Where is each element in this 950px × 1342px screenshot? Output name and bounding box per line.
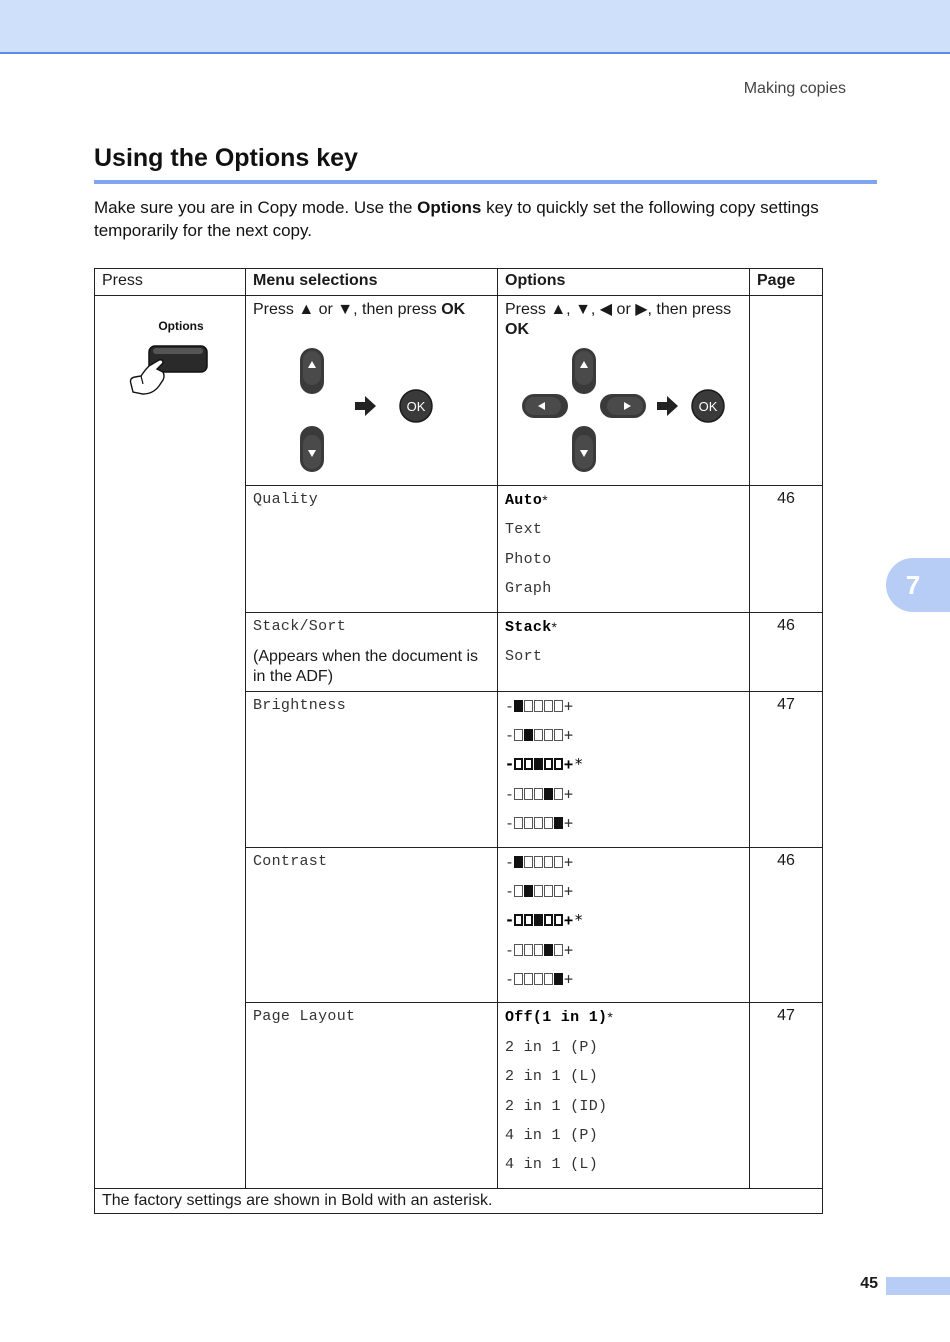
menu-item-quality: Quality [253, 491, 319, 508]
level-segment [524, 885, 533, 897]
default-asterisk: * [574, 755, 584, 774]
menu-cell [246, 486, 498, 613]
option-item [505, 881, 742, 910]
instruction-row [95, 296, 823, 486]
option-item [505, 852, 742, 881]
right-key-icon[interactable] [600, 394, 646, 418]
options-instruction-text: Press ▲, ▼, ◀ or ▶, then press [505, 301, 732, 318]
intro-before: Make sure you are in Copy mode. Use the [94, 198, 418, 217]
intro-key: Options [417, 198, 482, 217]
level-plus: + [564, 881, 574, 900]
page-number: 45 [860, 1275, 878, 1292]
level-segment [524, 944, 533, 956]
level-segment [514, 914, 523, 926]
level-segment [534, 729, 543, 741]
level-segment [534, 817, 543, 829]
level-segment [544, 729, 553, 741]
options-table [94, 268, 823, 1214]
menu-instruction-cell [246, 296, 498, 486]
down-key-icon[interactable] [572, 426, 596, 472]
default-asterisk: * [574, 911, 584, 930]
level-plus: + [564, 784, 574, 803]
level-segment [524, 700, 533, 712]
level-segment [554, 700, 563, 712]
option-item [505, 754, 742, 783]
level-minus: - [505, 696, 515, 715]
menu-instruction-text: Press ▲ or ▼, then press [253, 301, 442, 318]
level-segment [534, 700, 543, 712]
level-indicator [505, 754, 583, 774]
press-cell [95, 296, 246, 1189]
up-key-icon[interactable] [572, 348, 596, 394]
level-segment [554, 788, 563, 800]
title-rule [94, 180, 877, 184]
col-header-press: Press [95, 269, 246, 296]
level-segment [554, 817, 563, 829]
option-item: Sort [505, 647, 543, 665]
ok-key-label: OK [698, 399, 718, 414]
level-indicator [505, 940, 573, 960]
level-segment [554, 885, 563, 897]
options-cell [498, 486, 750, 613]
options-cell [498, 847, 750, 1003]
level-segment [524, 856, 533, 868]
level-segment [534, 758, 543, 770]
page-ref: 46 [750, 486, 823, 613]
level-segment [544, 817, 553, 829]
option-item: 2 in 1 (P) [505, 1038, 599, 1056]
page-title: Using the Options key [94, 144, 358, 172]
options-key-label: Options [158, 319, 204, 333]
level-plus: + [564, 725, 574, 744]
option-item [505, 940, 742, 969]
level-plus: + [564, 911, 574, 930]
level-segment [544, 856, 553, 868]
arrow-right-icon [355, 396, 376, 416]
option-item [505, 696, 742, 725]
level-indicator [505, 969, 573, 989]
level-segment [514, 885, 523, 897]
level-plus: + [564, 940, 574, 959]
options-keys-graphic [516, 346, 746, 476]
level-segment [524, 817, 533, 829]
down-key-icon[interactable] [300, 426, 324, 472]
option-item [505, 910, 742, 939]
page-ref: 46 [750, 847, 823, 1003]
level-plus: + [564, 970, 574, 989]
col-header-menu: Menu selections [246, 269, 498, 296]
level-segment [544, 944, 553, 956]
instruction-page-cell [750, 296, 823, 486]
level-minus: - [505, 940, 515, 959]
level-segment [534, 788, 543, 800]
option-item: Stack* [505, 618, 557, 636]
options-key-icon [127, 314, 263, 404]
ok-key-label: OK [406, 399, 426, 414]
option-item: Auto* [505, 492, 548, 509]
level-segment [554, 758, 563, 770]
level-minus: - [505, 911, 515, 930]
top-band [0, 0, 950, 54]
menu-instruction [253, 300, 490, 320]
level-indicator [505, 852, 573, 872]
options-cell [498, 612, 750, 691]
level-minus: - [505, 784, 515, 803]
running-header: Making copies [743, 80, 846, 97]
level-segment [514, 973, 523, 985]
option-item: Off(1 in 1)* [505, 1009, 613, 1027]
option-item: Graph [505, 580, 552, 598]
level-minus: - [505, 970, 515, 989]
option-item: 2 in 1 (ID) [505, 1097, 608, 1115]
page-number-band [886, 1277, 950, 1295]
option-item: 4 in 1 (L) [505, 1156, 599, 1174]
col-header-options: Options [498, 269, 750, 296]
level-segment [554, 944, 563, 956]
intro-after: key to quickly set the following copy settings temporarily for the next copy. [94, 198, 819, 240]
left-key-icon[interactable] [522, 394, 568, 418]
col-header-page: Page [750, 269, 823, 296]
ok-key-icon[interactable] [400, 390, 432, 422]
level-indicator [505, 696, 573, 716]
menu-instruction-ok: OK [441, 301, 466, 318]
level-segment [544, 914, 553, 926]
level-segment [534, 944, 543, 956]
menu-keys-graphic [252, 346, 482, 476]
menu-cell [246, 612, 498, 691]
level-segment [524, 729, 533, 741]
level-segment [534, 885, 543, 897]
option-item [505, 813, 742, 842]
option-item [505, 969, 742, 998]
page-ref: 46 [750, 612, 823, 691]
option-item [505, 725, 742, 754]
level-segment [544, 973, 553, 985]
level-segment [544, 700, 553, 712]
level-indicator [505, 881, 573, 901]
level-segment [544, 788, 553, 800]
level-segment [514, 729, 523, 741]
level-segment [514, 700, 523, 712]
level-segment [534, 856, 543, 868]
options-instruction-ok: OK [505, 321, 529, 338]
option-item [505, 784, 742, 813]
menu-note: (Appears when the document is in the ADF) [253, 647, 479, 685]
table-header-row [95, 269, 823, 296]
table-footer-note: The factory settings are shown in Bold with an asterisk. [95, 1188, 823, 1213]
menu-item-page-layout: Page Layout [253, 1008, 356, 1026]
level-minus: - [505, 725, 515, 744]
level-segment [514, 817, 523, 829]
page-ref: 47 [750, 691, 823, 847]
level-segment [514, 758, 523, 770]
intro-paragraph [94, 196, 884, 242]
level-indicator [505, 784, 573, 804]
chapter-tab[interactable]: 7 [886, 558, 950, 612]
option-item: Text [505, 521, 543, 539]
level-plus: + [564, 852, 574, 871]
options-cell [498, 691, 750, 847]
level-segment [554, 973, 563, 985]
level-segment [524, 973, 533, 985]
level-minus: - [505, 814, 515, 833]
level-minus: - [505, 755, 515, 774]
level-segment [514, 944, 523, 956]
options-instruction [505, 300, 742, 340]
menu-cell [246, 691, 498, 847]
level-minus: - [505, 852, 515, 871]
arrow-right-icon [657, 396, 678, 416]
menu-item-contrast: Contrast [253, 852, 328, 870]
menu-cell [246, 1003, 498, 1188]
level-segment [534, 973, 543, 985]
menu-item-stack-sort: Stack/Sort [253, 617, 347, 635]
table-footer-row [95, 1188, 823, 1213]
level-segment [514, 856, 523, 868]
level-segment [514, 788, 523, 800]
hand-pointer-icon [131, 360, 165, 394]
page-ref: 47 [750, 1003, 823, 1188]
menu-item-brightness: Brightness [253, 696, 347, 714]
level-plus: + [564, 755, 574, 774]
level-segment [534, 914, 543, 926]
level-segment [544, 885, 553, 897]
options-cell [498, 1003, 750, 1188]
menu-cell [246, 847, 498, 1003]
level-segment [554, 856, 563, 868]
level-indicator [505, 725, 573, 745]
option-item: 2 in 1 (L) [505, 1068, 599, 1086]
level-plus: + [564, 696, 574, 715]
option-item: Photo [505, 550, 552, 568]
option-item: 4 in 1 (P) [505, 1127, 599, 1145]
level-indicator [505, 813, 573, 833]
level-segment [554, 914, 563, 926]
level-segment [524, 788, 533, 800]
level-plus: + [564, 814, 574, 833]
ok-key-icon[interactable] [692, 390, 724, 422]
level-minus: - [505, 881, 515, 900]
level-segment [524, 758, 533, 770]
level-segment [544, 758, 553, 770]
options-instruction-cell [498, 296, 750, 486]
up-key-icon[interactable] [300, 348, 324, 394]
level-indicator [505, 910, 583, 930]
level-segment [524, 914, 533, 926]
level-segment [554, 729, 563, 741]
